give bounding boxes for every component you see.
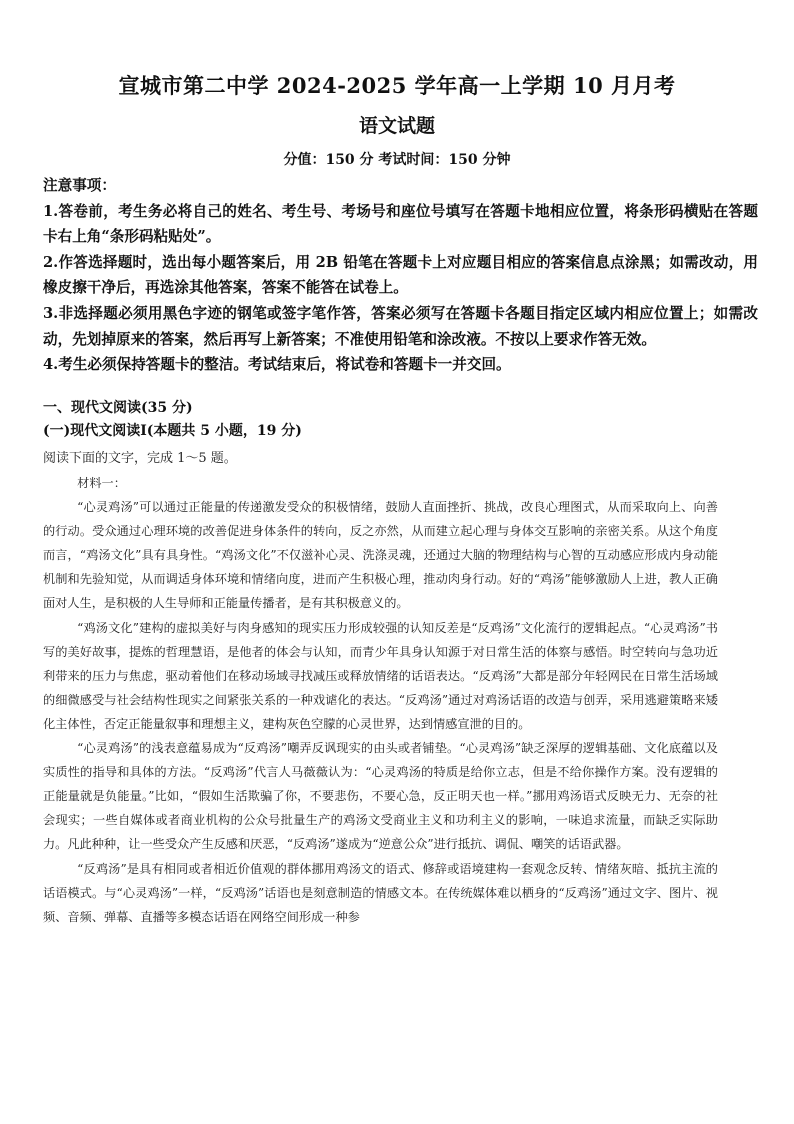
reading-passage bbox=[43, 471, 718, 929]
passage-paragraph: “鸡汤文化”建构的虚拟美好与肉身感知的现实压力形成较强的认知反差是“反鸡汤”文化流行的逻辑起点。“心灵鸡汤”书写的美好故事，提炼的哲理慧语，是他者的体会与认知，而青少年具身认知源于对日常生活的体察与感悟。时空转向与急功近利带来的压力与焦虑，驱动着他们在移动场域寻找减压或释放情绪的话语表达。“反鸡汤”大都是部分年轻网民在日常生活场域的细微感受与社会结构性现实之间紧张关系的一种戏谑化的表达。“反鸡汤”通过对鸡汤话语的改造与创弄，采用逃避策略来矮化主体性，否定正能量叙事和理想主义，建构灰色空朦的心灵世界，达到情感宣泄的目的。 bbox=[43, 620, 718, 731]
note-item: 3.非选择题必须用黑色字迹的钢笔或签字笔作答，答案必须写在答题卡各题目指定区域内相应位置上；如需改动，先划掉原来的答案，然后再写上新答案；不准使用铅笔和涂改液。不按以上要求作答无效。 bbox=[43, 304, 758, 348]
section-heading: 一、现代文阅读(35 分) bbox=[43, 400, 193, 416]
note-item: 4.考生必须保持答题卡的整洁。考试结束后，将试卷和答题卡一并交回。 bbox=[43, 356, 511, 374]
reading-instruction: 阅读下面的文字，完成 1～5 题。 bbox=[43, 451, 237, 466]
material-label: 材料一： bbox=[77, 476, 126, 490]
notes-heading: 注意事项： bbox=[43, 177, 116, 194]
exam-title: 宣城市第二中学 2024-2025 学年高一上学期 10 月月考 bbox=[118, 73, 676, 98]
note-item: 1.答卷前，考生务必将自己的姓名、考生号、考场号和座位号填写在答题卡地相应位置，将条形码横贴在答题卡右上角“条形码粘贴处”。 bbox=[43, 202, 758, 246]
score-time-info: 分值：150 分 考试时间：150 分钟 bbox=[283, 152, 511, 168]
notes-block bbox=[43, 173, 758, 378]
note-item: 2.作答选择题时，选出每小题答案后，用 2B 铅笔在答题卡上对应题目相应的答案信息点涂黑；如需改动，用橡皮擦干净后，再选涂其他答案，答案不能答在试卷上。 bbox=[43, 253, 758, 297]
passage-paragraph: “反鸡汤”是具有相同或者相近价值观的群体挪用鸡汤文的语式、修辞或语境建构一套观念反转、情绪灰暗、抵抗主流的话语模式。与“心灵鸡汤”一样，“反鸡汤”话语也是刻意制造的情感文本。在传统媒体难以栖身的“反鸡汤”通过文字、图片、视频、音频、弹幕、直播等多模态话语在网络空间形成一种参 bbox=[43, 861, 718, 924]
passage-paragraph: “心灵鸡汤”可以通过正能量的传递激发受众的积极情绪，鼓励人直面挫折、挑战，改良心理图式，从而采取向上、向善的行动。受众通过心理环境的改善促进身体条件的转向，反之亦然，从而建立起心理与身体交互影响的亲密关系。从这个角度而言，“鸡汤文化”具有具身性。“鸡汤文化”不仅滋补心灵、洗涤灵魂，还通过大脑的物理结构与心智的互动感应形成内身动能机制和先验知觉，从而调适身体环境和情绪向度，进而产生积极心理，推动肉身行动。好的“鸡汤”能够激励人上进，教人正确面对人生，是积极的人生导师和正能量传播者，是有其积极意义的。 bbox=[43, 500, 718, 611]
passage-paragraph: “心灵鸡汤”的浅表意蕴易成为“反鸡汤”嘲弄反讽现实的由头或者铺垫。“心灵鸡汤”缺乏深厚的逻辑基础、文化底蕴以及实质性的指导和具体的方法。“反鸡汤”代言人马薇薇认为：“心灵鸡汤的特质是给你立志，但是不给你操作方案。没有逻辑的正能量就是负能量。”比如，“假如生活欺骗了你，不要悲伤，不要心急，反正明天也一样。”挪用鸡汤语式反映无力、无奈的社会现实；一些自媒体或者商业机构的公众号批量生产的鸡汤文受商业主义和功利主义的影响，一味追求流量，而缺乏实际助力。凡此种种，让一些受众产生反感和厌恶，“反鸡汤”遂成为“逆意公众”进行抵抗、调侃、嘲笑的话语武器。 bbox=[43, 741, 718, 852]
section-subheading: (一)现代文阅读Ⅰ(本题共 5 小题，19 分) bbox=[43, 423, 302, 439]
exam-subtitle: 语文试题 bbox=[358, 115, 435, 137]
section-header bbox=[43, 397, 758, 443]
